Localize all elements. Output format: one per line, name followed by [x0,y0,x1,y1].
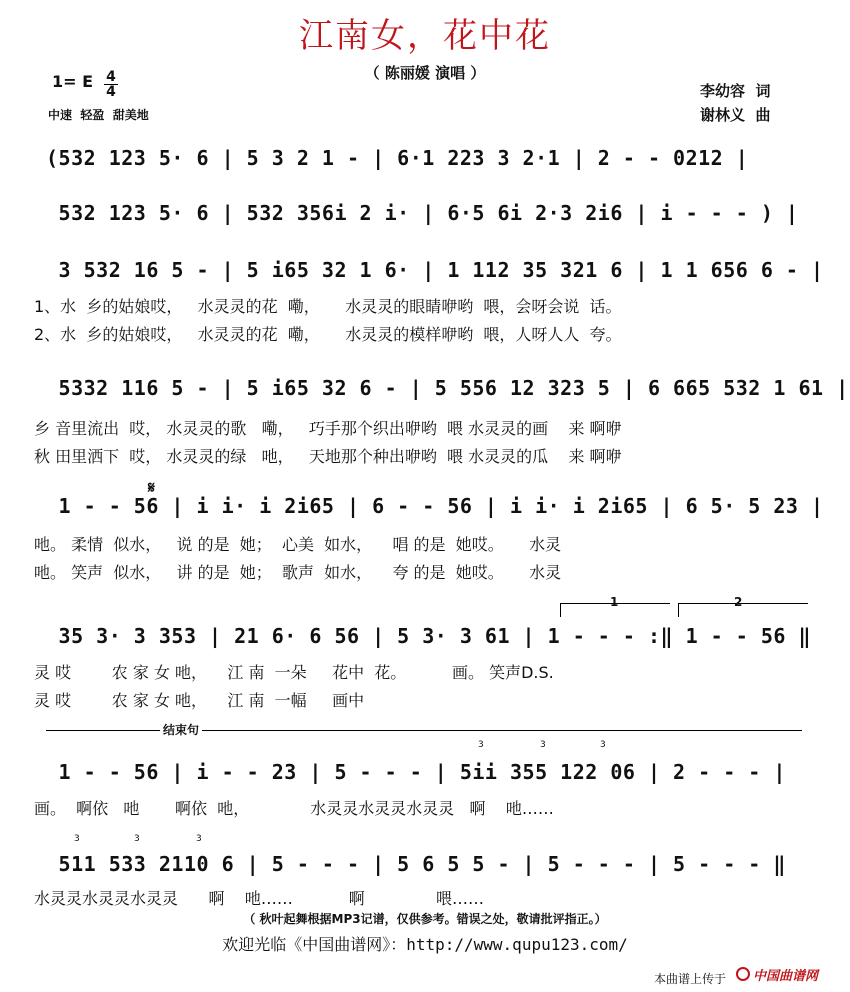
score-line-8: 511 533 2110 6 | 5 - - - | 5 6 5 5 - | 5 - - - | 5 - - - ‖ [46,852,786,876]
segno-sign: 𝄋 [148,478,155,497]
score-line-1: (532 123 5· 6 | 5 3 2 1 - | 6·1 223 3 2·1 | 2 - - 0212 | [46,146,749,170]
triplet-mark: 3 [196,834,202,844]
triplet-mark: 3 [74,834,80,844]
score-line-3: 3 532 16 5 - | 5 i65 32 1 6· | 1 112 35 321 6 | 1 1 656 6 - | [46,258,824,282]
lyric-line-4-verse-2: 秋 田里洒下 哎， 水灵灵的绿 吔， 天地那个种出咿哟 喂 水灵灵的瓜 来 啊咿 [34,447,622,466]
key-signature: 1= E [52,72,94,91]
transcriber-note: （ 秋叶起舞根据MP3记谱，仅供参考。错误之处，敬请批评指正。） [243,912,607,926]
score-line-7: 1 - - 56 | i - - 23 | 5 - - - | 5ii 355 122 06 | 2 - - - | [46,760,786,784]
triplet-mark: 3 [134,834,140,844]
lyricist-credit: 李幼容 词 [700,82,771,100]
lyric-line-6-verse-2: 灵 哎 农 家 女 吔， 江 南 一幅 画中 [34,691,365,710]
score-line-4: 5332 116 5 - | 5 i65 32 6 - | 5 556 12 323 5 | 6 665 532 1 61 | [46,376,849,400]
singer-line: （ 陈丽媛 演唱 ） [364,64,486,82]
coda-label: 结束句 [160,721,202,738]
lyric-line-4-verse-1: 乡 音里流出 哎， 水灵灵的歌 嘞， 巧手那个织出咿哟 喂 水灵灵的画 来 啊咿 [34,419,622,438]
lyric-line-3-verse-1: 1、水 乡的姑娘哎， 水灵灵的花 嘞， 水灵灵的眼睛咿哟 喂，会呀会说 话。 [34,297,622,316]
triplet-mark: 3 [600,740,606,750]
ending-2-label: 2 [734,595,743,609]
composer-credit: 谢林义 曲 [700,106,771,124]
site-logo[interactable] [736,964,828,984]
ending-2-bracket-edge [678,603,679,617]
lyric-line-5-verse-2: 吔。 笑声 似水， 讲 的是 她； 歌声 如水， 夸 的是 她哎。 水灵 [34,563,562,582]
lyric-line-5-verse-1: 吔。 柔情 似水， 说 的是 她； 心美 如水， 唱 的是 她哎。 水灵 [34,535,562,554]
welcome-line[interactable]: 欢迎光临《中国曲谱网》：http://www.qupu123.com/ [222,935,628,954]
score-line-6: 35 3· 3 353 | 21 6· 6 56 | 5 3· 3 61 | 1 - - - :‖ 1 - - 56 ‖ [46,624,812,648]
triplet-mark: 3 [478,740,484,750]
song-title: 江南女，花中花 [299,16,551,56]
upload-caption: 本曲谱上传于 [654,972,727,986]
lyric-line-8: 水灵灵水灵灵水灵灵 啊 吔…… 啊 喂…… [34,889,485,908]
ending-1-label: 1 [610,595,619,609]
time-signature-top: 4 [106,69,116,85]
time-signature [104,70,118,99]
logo-mark-icon [736,967,750,981]
lyric-line-7: 画。 啊依 吔 啊依 吔， 水灵灵水灵灵水灵灵 啊 吔…… [34,799,554,818]
lyric-line-6-verse-1: 灵 哎 农 家 女 吔， 江 南 一朵 花中 花。 画。 笑声D.S. [34,663,554,682]
score-line-5: 1 - - 56 | i i· i 2i65 | 6 - - 56 | i i· i 2i65 | 6 5· 5 23 | [46,494,824,518]
tempo-marking: 中速 轻盈 甜美地 [48,108,149,122]
triplet-mark: 3 [540,740,546,750]
logo-text: 中国曲谱网 [753,968,819,984]
ending-2-bracket [678,603,808,604]
lyric-line-3-verse-2: 2、水 乡的姑娘哎， 水灵灵的花 嘞， 水灵灵的模样咿哟 喂，人呀人人 夸。 [34,325,622,344]
score-line-2: 532 123 5· 6 | 532 356i 2 i· | 6·5 6i 2·3 2i6 | i - - - ) | [46,201,799,225]
time-signature-bottom: 4 [104,84,118,99]
ending-1-bracket-edge [560,603,561,617]
